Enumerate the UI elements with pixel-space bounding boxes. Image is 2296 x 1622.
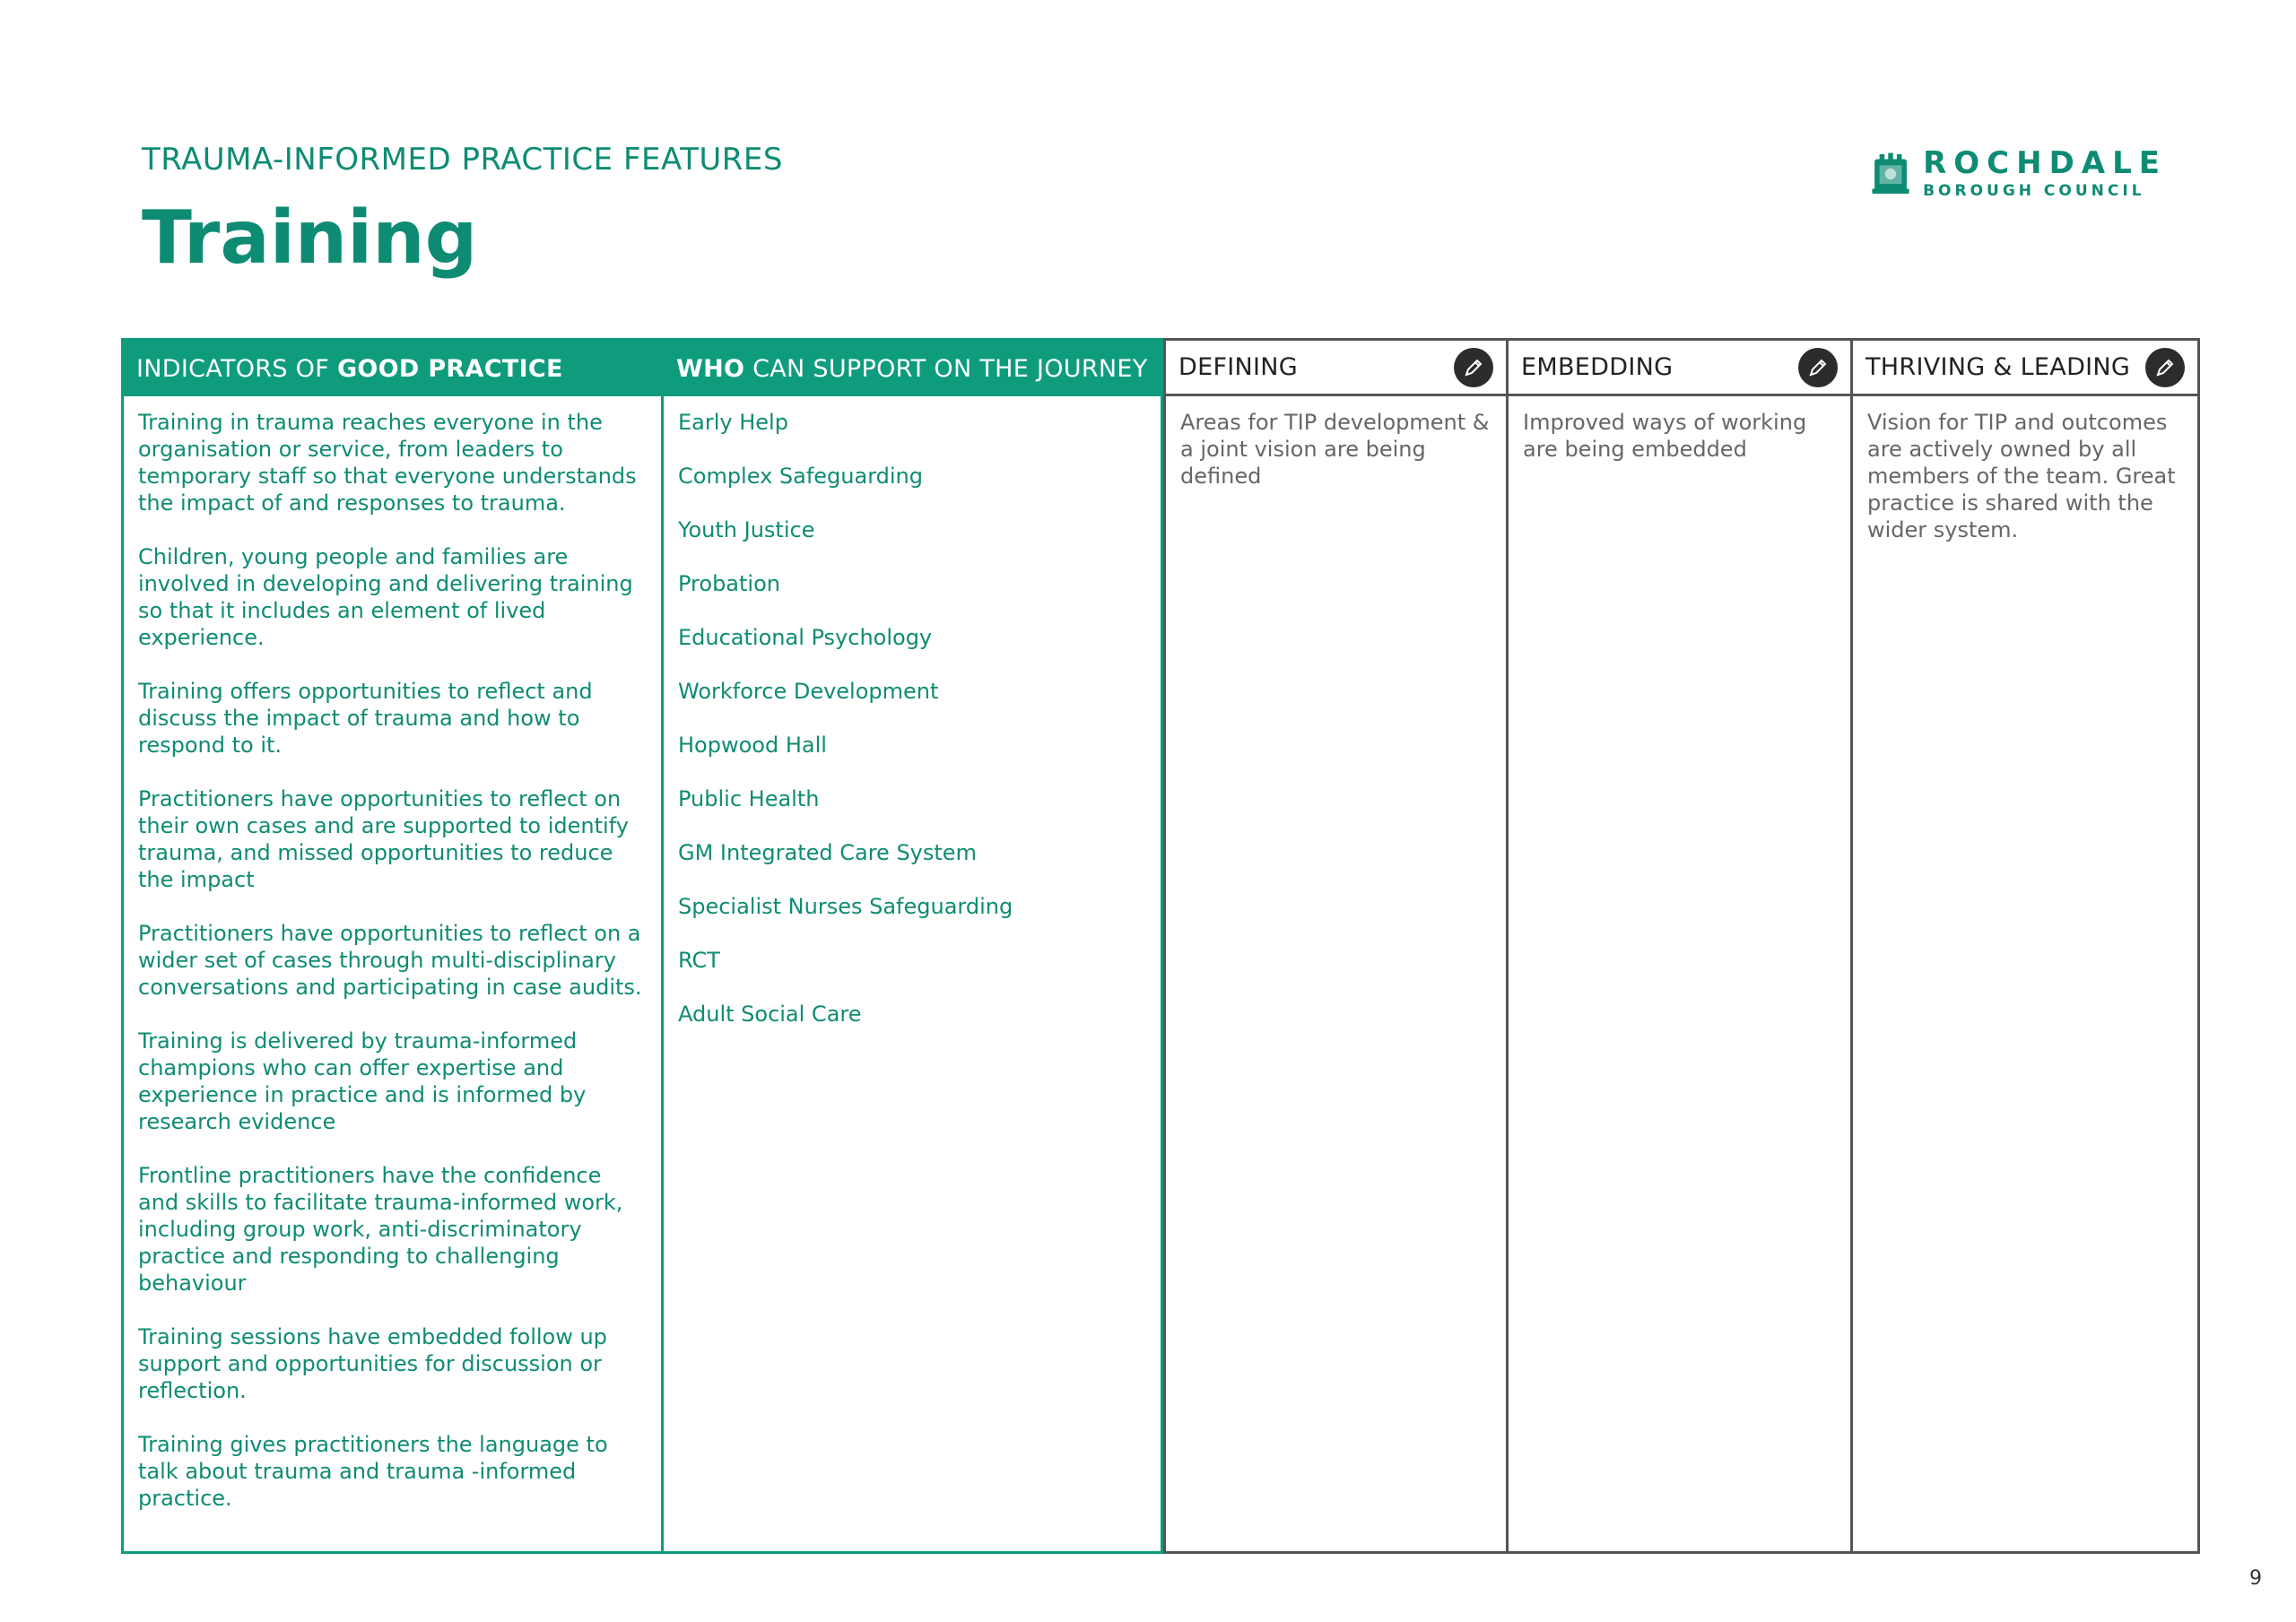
page-title: Training [142,195,478,281]
support-item: GM Integrated Care System [678,840,977,865]
embedding-heading: EMBEDDING [1521,353,1674,381]
crest-icon [1871,142,1910,206]
support-item: Public Health [678,786,820,811]
indicators-header-bold: GOOD PRACTICE [336,354,563,383]
support-item: Workforce Development [678,679,939,704]
defining-header [1166,341,1506,396]
support-item: Educational Psychology [678,625,933,650]
indicator-item: Training gives practitioners the language to talk about trauma and trauma -informed practice. [138,1432,608,1511]
indicator-item: Practitioners have opportunities to reflect on a wider set of cases through multi-disciplinary conversations and participating in case audits. [138,921,642,1000]
support-item: RCT [678,948,720,973]
indicator-item: Children, young people and families are involved in developing and delivering training so that it includes an element of lived experience. [138,544,633,650]
pencil-icon[interactable] [1454,348,1493,387]
indicators-header [124,341,661,396]
support-item: Adult Social Care [678,1002,862,1027]
thriving-column [1853,338,2200,1554]
section-kicker: TRAUMA-INFORMED PRACTICE FEATURES [142,142,783,178]
indicator-item: Training in trauma reaches everyone in the organisation or service, from leaders to temporary staff so that everyone understands the impact of and responses to trauma. [138,410,637,516]
defining-column [1163,338,1509,1554]
embedding-header [1509,341,1850,396]
support-item: Specialist Nurses Safeguarding [678,894,1013,919]
support-header-rest: CAN SUPPORT ON THE JOURNEY [744,354,1148,383]
support-header-bold: WHO [676,354,745,383]
indicator-item: Training offers opportunities to reflect and discuss the impact of trauma and how to respond to it. [138,679,593,758]
support-item: Early Help [678,410,788,435]
support-column [664,338,1163,1554]
page-number: 9 [2249,1567,2262,1590]
support-header [664,341,1161,396]
defining-text[interactable]: Areas for TIP development & a joint vision are being defined [1180,410,1490,489]
pencil-icon[interactable] [1798,348,1838,387]
thriving-heading: THRIVING & LEADING [1866,353,2131,381]
thriving-text[interactable]: Vision for TIP and outcomes are actively owned by all members of the team. Great practice is shared with the wider system. [1867,410,2176,542]
logo-subtitle: BOROUGH COUNCIL [1923,182,2145,200]
indicator-item: Frontline practitioners have the confidence and skills to facilitate trauma-informed work, including group work, anti-discriminatory practice and responding to challenging behaviour [138,1163,623,1296]
support-item: Probation [678,571,780,596]
support-item: Youth Justice [678,517,815,542]
indicators-header-prefix: INDICATORS OF [136,354,337,383]
indicators-column [121,338,664,1554]
indicators-list [124,396,661,1551]
logo-name: ROCHDALE [1923,145,2167,181]
indicator-item: Training is delivered by trauma-informed champions who can offer expertise and experience in practice and is informed by research evidence [138,1028,587,1134]
thriving-header [1853,341,2197,396]
support-list [664,396,1161,1067]
support-item: Complex Safeguarding [678,464,923,489]
practice-features-table [121,338,2200,1526]
embedding-column [1509,338,1853,1554]
support-item: Hopwood Hall [678,733,827,758]
indicator-item: Training sessions have embedded follow up support and opportunities for discussion or reflection. [138,1324,607,1403]
embedding-text[interactable]: Improved ways of working are being embedded [1523,410,1807,462]
defining-heading: DEFINING [1178,353,1299,381]
pencil-icon[interactable] [2145,348,2185,387]
council-logo [1871,140,2167,208]
indicator-item: Practitioners have opportunities to reflect on their own cases and are supported to identify trauma, and missed opportunities to reduce the impact [138,786,629,892]
